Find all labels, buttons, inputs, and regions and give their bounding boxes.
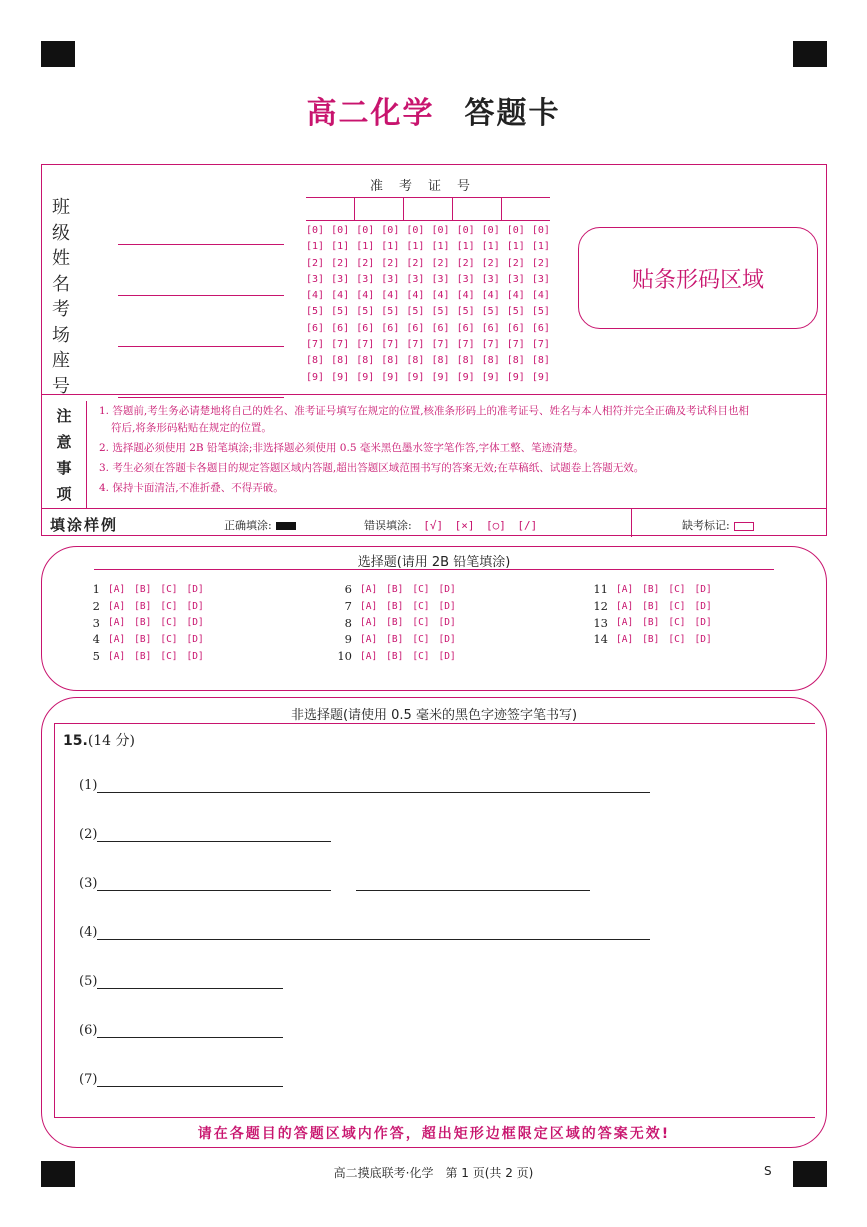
field-class-label: 班级 xyxy=(52,197,90,244)
choice-question xyxy=(588,631,721,648)
question-15-title: 15.(14 分) xyxy=(63,733,136,749)
option-bubble[interactable]: [A] xyxy=(108,600,126,612)
digit-bubble[interactable]: [3] xyxy=(331,273,350,285)
answer-line-5[interactable]: (5) xyxy=(79,974,283,989)
digit-bubble[interactable]: [9] xyxy=(306,371,325,383)
digit-bubble[interactable]: [1] xyxy=(506,241,525,253)
option-bubble[interactable]: [C] xyxy=(412,583,430,595)
option-bubble[interactable]: [C] xyxy=(668,583,686,595)
digit-bubble[interactable]: [7] xyxy=(331,339,350,351)
field-exam-room xyxy=(52,295,284,347)
digit-bubble[interactable]: [4] xyxy=(481,290,500,302)
digit-bubble[interactable]: [0] xyxy=(306,225,325,236)
absent-mark: 缺考标记: xyxy=(682,517,754,533)
option-bubble[interactable]: [B] xyxy=(386,633,404,645)
digit-bubble[interactable]: [2] xyxy=(481,257,500,269)
option-bubble[interactable]: [C] xyxy=(668,633,686,645)
option-bubble[interactable]: [D] xyxy=(186,600,204,612)
question-number: 10 xyxy=(337,649,352,664)
choice-question xyxy=(588,614,721,631)
page-footer: 高二摸底联考·化学 第 1 页(共 2 页) xyxy=(333,1166,534,1180)
question-number: 3 xyxy=(92,615,100,630)
digit-bubble[interactable]: [3] xyxy=(406,273,425,285)
option-bubble[interactable]: [B] xyxy=(134,617,152,629)
digit-bubble[interactable]: [2] xyxy=(306,257,325,269)
corner-marker-top-left xyxy=(41,41,75,67)
digit-row xyxy=(306,339,550,355)
question-number: 9 xyxy=(344,632,352,647)
digit-row xyxy=(306,372,550,388)
option-bubble[interactable]: [D] xyxy=(186,633,204,645)
option-bubble[interactable]: [C] xyxy=(668,617,686,629)
choice-question xyxy=(80,581,213,598)
footer-code: S xyxy=(764,1164,772,1178)
question-number: 12 xyxy=(593,599,608,614)
choice-question xyxy=(588,581,721,598)
question-number: 4 xyxy=(92,632,100,647)
option-bubble[interactable]: [A] xyxy=(360,617,378,629)
digit-bubble[interactable]: [0] xyxy=(406,225,425,236)
digit-bubble[interactable]: [0] xyxy=(431,225,450,236)
fill-wrong: 错误填涂: [√] [×] [○] [/] xyxy=(364,519,538,532)
option-bubble[interactable]: [C] xyxy=(412,633,430,645)
corner-marker-top-right xyxy=(793,41,827,67)
choice-question xyxy=(588,598,721,615)
digit-bubble[interactable]: [6] xyxy=(406,322,425,334)
digit-bubble[interactable]: [4] xyxy=(331,290,350,302)
digit-bubble[interactable]: [5] xyxy=(381,306,400,318)
digit-bubble[interactable]: [4] xyxy=(406,290,425,302)
fill-correct: 正确填涂: xyxy=(224,517,296,533)
digit-bubble[interactable]: [6] xyxy=(381,322,400,334)
digit-bubble[interactable]: [7] xyxy=(306,339,325,351)
answer-line-6[interactable]: (6) xyxy=(79,1023,283,1038)
digit-bubble[interactable]: [7] xyxy=(506,339,525,351)
choice-column-3 xyxy=(588,581,721,648)
option-bubble[interactable]: [D] xyxy=(694,600,712,612)
digit-bubble[interactable]: [4] xyxy=(506,290,525,302)
digit-bubble[interactable]: [8] xyxy=(431,355,450,367)
digit-row xyxy=(306,274,550,290)
fill-example-row xyxy=(42,508,826,538)
option-bubble[interactable]: [B] xyxy=(134,650,152,662)
absent-mark-box[interactable] xyxy=(734,522,754,531)
option-bubble[interactable]: [D] xyxy=(186,650,204,662)
notes-list xyxy=(86,401,821,509)
choice-column-2 xyxy=(332,581,465,664)
question-number: 13 xyxy=(593,615,608,630)
option-bubble[interactable]: [A] xyxy=(108,650,126,662)
digit-row xyxy=(306,241,550,257)
choice-column-1 xyxy=(80,581,213,664)
option-bubble[interactable]: [B] xyxy=(642,600,660,612)
option-bubble[interactable]: [A] xyxy=(616,633,634,645)
digit-bubble[interactable]: [1] xyxy=(431,241,450,253)
option-bubble[interactable]: [A] xyxy=(108,583,126,595)
digit-bubble[interactable]: [9] xyxy=(456,371,475,383)
choice-question xyxy=(332,631,465,648)
digit-bubble[interactable]: [7] xyxy=(356,339,375,351)
digit-bubble[interactable]: [6] xyxy=(481,322,500,334)
field-name-input[interactable] xyxy=(118,277,284,296)
digit-bubble[interactable]: [3] xyxy=(381,273,400,285)
note-item: 符后,将条形码粘贴在规定的位置。 xyxy=(111,422,272,434)
field-name xyxy=(52,244,284,296)
field-class xyxy=(52,193,284,245)
admission-number-title: 准考证号 xyxy=(369,179,486,194)
digit-row xyxy=(306,225,550,241)
digit-bubble[interactable]: [0] xyxy=(356,225,375,236)
choice-heading: 选择题(请用 2B 铅笔填涂) xyxy=(357,555,511,570)
wrong-mark-circle-icon: [○] xyxy=(485,519,506,532)
digit-bubble[interactable]: [1] xyxy=(306,241,325,253)
digit-bubble[interactable]: [6] xyxy=(506,322,525,334)
digit-bubble[interactable]: [5] xyxy=(481,306,500,318)
option-bubble[interactable]: [A] xyxy=(360,600,378,612)
option-bubble[interactable]: [A] xyxy=(360,583,378,595)
field-seat-label: 座号 xyxy=(52,350,90,397)
subject-title: 高二化学 xyxy=(306,96,435,131)
option-bubble[interactable]: [D] xyxy=(694,633,712,645)
option-bubble[interactable]: [D] xyxy=(694,617,712,629)
digit-bubble[interactable]: [6] xyxy=(306,322,325,334)
digit-bubble[interactable]: [2] xyxy=(381,257,400,269)
digit-bubble[interactable]: [1] xyxy=(406,241,425,253)
digit-bubble[interactable]: [9] xyxy=(331,371,350,383)
digit-bubble[interactable]: [5] xyxy=(531,306,550,318)
question-number: 7 xyxy=(344,599,352,614)
digit-bubble[interactable]: [5] xyxy=(306,306,325,318)
digit-bubble[interactable]: [6] xyxy=(356,322,375,334)
choice-question xyxy=(80,598,213,615)
option-bubble[interactable]: [C] xyxy=(160,600,178,612)
choice-question xyxy=(332,648,465,665)
digit-bubble[interactable]: [4] xyxy=(431,290,450,302)
wrong-mark-check-icon: [√] xyxy=(423,519,444,532)
fill-example-heading: 填涂样例 xyxy=(50,516,119,534)
wrong-mark-slash-icon: [/] xyxy=(517,519,538,532)
digit-bubble[interactable]: [2] xyxy=(406,257,425,269)
field-exam-room-input[interactable] xyxy=(118,328,284,347)
digit-row xyxy=(306,258,550,274)
notes-label: 注 意 事 项 xyxy=(56,407,72,503)
digit-bubble[interactable]: [0] xyxy=(331,225,350,236)
choice-question xyxy=(332,581,465,598)
question-number: 5 xyxy=(92,649,100,664)
digit-bubble[interactable]: [2] xyxy=(531,257,550,269)
question-number: 11 xyxy=(593,582,608,597)
digit-bubble[interactable]: [5] xyxy=(406,306,425,318)
digit-bubble[interactable]: [5] xyxy=(506,306,525,318)
option-bubble[interactable]: [B] xyxy=(134,583,152,595)
option-bubble[interactable]: [D] xyxy=(694,583,712,595)
digit-bubble[interactable]: [8] xyxy=(356,355,375,367)
digit-bubble[interactable]: [3] xyxy=(431,273,450,285)
answer-line-2[interactable]: (2) xyxy=(79,827,331,842)
digit-bubble[interactable]: [3] xyxy=(456,273,475,285)
option-bubble[interactable]: [D] xyxy=(438,633,456,645)
digit-bubble[interactable]: [9] xyxy=(431,371,450,383)
answer-area[interactable] xyxy=(54,723,815,1118)
option-bubble[interactable]: [B] xyxy=(386,617,404,629)
digit-bubble[interactable]: [8] xyxy=(506,355,525,367)
question-number: 2 xyxy=(92,599,100,614)
digit-bubble[interactable]: [3] xyxy=(506,273,525,285)
digit-bubble[interactable]: [0] xyxy=(381,225,400,236)
digit-bubble[interactable]: [7] xyxy=(381,339,400,351)
choice-question xyxy=(80,614,213,631)
option-bubble[interactable]: [A] xyxy=(360,650,378,662)
digit-bubble[interactable]: [4] xyxy=(381,290,400,302)
option-bubble[interactable]: [D] xyxy=(438,600,456,612)
answer-area-warning: 请在各题目的答题区域内作答，超出矩形边框限定区域的答案无效! xyxy=(197,1126,671,1142)
option-bubble[interactable]: [A] xyxy=(108,633,126,645)
digit-bubble[interactable]: [4] xyxy=(356,290,375,302)
digit-bubble[interactable]: [7] xyxy=(456,339,475,351)
digit-bubble[interactable]: [1] xyxy=(456,241,475,253)
wrong-mark-cross-icon: [×] xyxy=(454,519,475,532)
filled-box-icon xyxy=(276,522,296,530)
digit-bubble[interactable]: [0] xyxy=(481,225,500,236)
digit-bubble[interactable]: [8] xyxy=(406,355,425,367)
note-item: 1. 答题前,考生务必请楚地将自己的姓名、准考证号填写在规定的位置,核准条形码上的准考证号、姓名与本人相符并完全正确及考试科目也相 xyxy=(99,405,750,417)
option-bubble[interactable]: [B] xyxy=(642,633,660,645)
digit-bubble[interactable]: [9] xyxy=(356,371,375,383)
barcode-label: 贴条形码区域 xyxy=(631,267,764,293)
digit-bubble[interactable]: [3] xyxy=(356,273,375,285)
option-bubble[interactable]: [A] xyxy=(616,583,634,595)
admission-number-boxes[interactable] xyxy=(306,197,550,221)
digit-bubble[interactable]: [6] xyxy=(431,322,450,334)
option-bubble[interactable]: [D] xyxy=(186,617,204,629)
field-exam-room-label: 考场 xyxy=(52,299,90,346)
digit-bubble[interactable]: [7] xyxy=(431,339,450,351)
option-bubble[interactable]: [B] xyxy=(386,650,404,662)
digit-bubble[interactable]: [8] xyxy=(331,355,350,367)
digit-row xyxy=(306,355,550,371)
question-number: 1 xyxy=(92,582,100,597)
digit-row xyxy=(306,306,550,322)
option-bubble[interactable]: [D] xyxy=(186,583,204,595)
digit-bubble[interactable]: [2] xyxy=(506,257,525,269)
option-bubble[interactable]: [D] xyxy=(438,617,456,629)
digit-bubble[interactable]: [1] xyxy=(531,241,550,253)
option-bubble[interactable]: [C] xyxy=(412,617,430,629)
option-bubble[interactable]: [B] xyxy=(642,583,660,595)
digit-bubble[interactable]: [1] xyxy=(331,241,350,253)
digit-bubble[interactable]: [9] xyxy=(406,371,425,383)
choice-question xyxy=(332,614,465,631)
digit-bubble[interactable]: [4] xyxy=(456,290,475,302)
answer-line-4[interactable]: (4) xyxy=(79,925,650,940)
card-title: 答题卡 xyxy=(464,96,561,131)
answer-line-1[interactable]: (1) xyxy=(79,778,650,793)
digit-bubble[interactable]: [4] xyxy=(531,290,550,302)
option-bubble[interactable]: [C] xyxy=(160,650,178,662)
choice-question xyxy=(332,598,465,615)
note-item: 2. 选择题必须使用 2B 铅笔填涂;非选择题必须使用 0.5 毫米黑色墨水签字笔作答,字体工整、笔迹清楚。 xyxy=(99,442,584,454)
digit-bubble[interactable]: [4] xyxy=(306,290,325,302)
option-bubble[interactable]: [A] xyxy=(360,633,378,645)
barcode-area xyxy=(578,227,818,329)
digit-bubble[interactable]: [0] xyxy=(456,225,475,236)
digit-bubble[interactable]: [6] xyxy=(331,322,350,334)
option-bubble[interactable]: [B] xyxy=(386,583,404,595)
choice-question xyxy=(80,648,213,665)
student-info-panel xyxy=(41,164,827,536)
choice-question xyxy=(80,631,213,648)
field-class-input[interactable] xyxy=(118,226,284,245)
open-answer-section xyxy=(41,697,827,1148)
note-item: 3. 考生必须在答题卡各题目的规定答题区域内答题,超出答题区域范围书写的答案无效;在草稿纸、试题卷上答题无效。 xyxy=(99,462,645,474)
notes-section xyxy=(42,394,826,509)
open-heading: 非选择题(请使用 0.5 毫米的黑色字迹签字笔书写) xyxy=(290,708,578,723)
digit-bubble[interactable]: [9] xyxy=(481,371,500,383)
digit-bubble[interactable]: [3] xyxy=(306,273,325,285)
option-bubble[interactable]: [C] xyxy=(160,633,178,645)
divider xyxy=(94,569,774,570)
digit-bubble[interactable]: [5] xyxy=(356,306,375,318)
option-bubble[interactable]: [A] xyxy=(616,600,634,612)
option-bubble[interactable]: [D] xyxy=(438,583,456,595)
admission-digit-grid[interactable] xyxy=(306,225,550,388)
digit-bubble[interactable]: [8] xyxy=(306,355,325,367)
option-bubble[interactable]: [C] xyxy=(668,600,686,612)
option-bubble[interactable]: [A] xyxy=(616,617,634,629)
divider xyxy=(631,509,632,537)
digit-bubble[interactable]: [1] xyxy=(381,241,400,253)
digit-bubble[interactable]: [8] xyxy=(531,355,550,367)
option-bubble[interactable]: [A] xyxy=(108,617,126,629)
digit-bubble[interactable]: [1] xyxy=(481,241,500,253)
field-seat xyxy=(52,346,284,398)
digit-bubble[interactable]: [0] xyxy=(506,225,525,236)
digit-row xyxy=(306,290,550,306)
option-bubble[interactable]: [D] xyxy=(438,650,456,662)
option-bubble[interactable]: [C] xyxy=(160,617,178,629)
choice-section xyxy=(41,546,827,691)
option-bubble[interactable]: [C] xyxy=(412,650,430,662)
digit-bubble[interactable]: [3] xyxy=(481,273,500,285)
digit-bubble[interactable]: [0] xyxy=(531,225,550,236)
digit-bubble[interactable]: [5] xyxy=(331,306,350,318)
field-name-label: 姓名 xyxy=(52,248,90,295)
digit-bubble[interactable]: [8] xyxy=(481,355,500,367)
digit-bubble[interactable]: [2] xyxy=(431,257,450,269)
digit-bubble[interactable]: [6] xyxy=(531,322,550,334)
digit-bubble[interactable]: [9] xyxy=(531,371,550,383)
option-bubble[interactable]: [B] xyxy=(642,617,660,629)
option-bubble[interactable]: [B] xyxy=(386,600,404,612)
digit-bubble[interactable]: [9] xyxy=(506,371,525,383)
answer-line-7[interactable]: (7) xyxy=(79,1072,283,1087)
page-title xyxy=(0,88,867,132)
digit-bubble[interactable]: [9] xyxy=(381,371,400,383)
digit-bubble[interactable]: [8] xyxy=(456,355,475,367)
digit-bubble[interactable]: [1] xyxy=(356,241,375,253)
digit-bubble[interactable]: [2] xyxy=(356,257,375,269)
digit-bubble[interactable]: [7] xyxy=(531,339,550,351)
note-item: 4. 保持卡面清洁,不准折叠、不得弄破。 xyxy=(99,482,284,494)
digit-bubble[interactable]: [5] xyxy=(431,306,450,318)
option-bubble[interactable]: [B] xyxy=(134,600,152,612)
answer-line-3[interactable]: (3) xyxy=(79,876,590,891)
option-bubble[interactable]: [C] xyxy=(160,583,178,595)
digit-bubble[interactable]: [7] xyxy=(406,339,425,351)
digit-bubble[interactable]: [7] xyxy=(481,339,500,351)
option-bubble[interactable]: [B] xyxy=(134,633,152,645)
digit-bubble[interactable]: [5] xyxy=(456,306,475,318)
digit-bubble[interactable]: [3] xyxy=(531,273,550,285)
digit-bubble[interactable]: [2] xyxy=(331,257,350,269)
option-bubble[interactable]: [C] xyxy=(412,600,430,612)
digit-bubble[interactable]: [2] xyxy=(456,257,475,269)
digit-row xyxy=(306,323,550,339)
digit-bubble[interactable]: [8] xyxy=(381,355,400,367)
digit-bubble[interactable]: [6] xyxy=(456,322,475,334)
question-number: 8 xyxy=(344,615,352,630)
question-number: 6 xyxy=(344,582,352,597)
question-number: 14 xyxy=(593,632,608,647)
